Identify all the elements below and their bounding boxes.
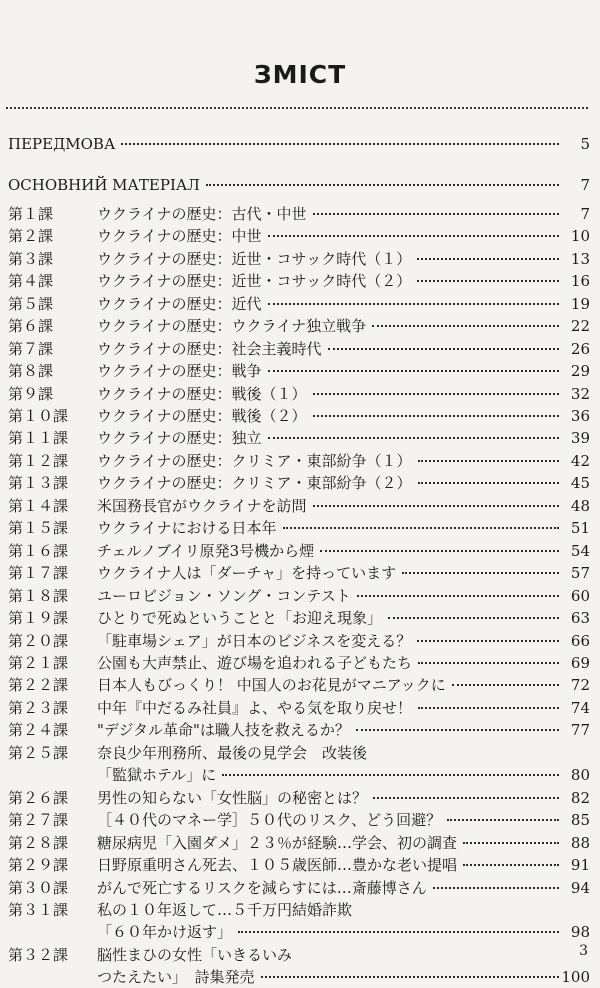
- toc-entry: [0, 383, 600, 405]
- toc-entry: [0, 921, 600, 943]
- toc-entry: [0, 427, 600, 449]
- lesson-number: 第２課: [8, 227, 54, 245]
- dot-leader: [418, 482, 559, 484]
- toc-entry: [0, 517, 600, 539]
- toc-entry: [0, 674, 600, 696]
- page-ref: 82: [570, 789, 590, 807]
- lesson-title: ウクライナの歴史：戦後（１）: [97, 385, 307, 403]
- toc-entry: [0, 809, 600, 831]
- page-ref: 77: [570, 721, 590, 739]
- lesson-number: 第２３課: [8, 699, 69, 717]
- toc-entry: [0, 607, 600, 629]
- toc-entry: [0, 742, 600, 764]
- lesson-title: チェルノブイリ原発3号機から煙: [97, 542, 315, 560]
- dot-leader: [356, 729, 559, 731]
- toc-entry: [0, 787, 600, 809]
- lesson-title: ウクライナの歴史：中世: [97, 227, 262, 245]
- dot-leader: [283, 527, 559, 529]
- lesson-number: 第９課: [8, 385, 54, 403]
- lesson-number: 第２０課: [8, 632, 69, 650]
- lesson-number: 第３０課: [8, 879, 69, 897]
- toc-entry: [0, 585, 600, 607]
- lesson-title: 糖尿病児「入園ダメ」２３％が経験…学会、初の調査: [97, 834, 458, 852]
- lesson-title: 中年『中だるみ社員』よ、やる気を取り戻せ！: [97, 699, 413, 717]
- dot-leader: [418, 662, 559, 664]
- dot-leader: [417, 258, 559, 260]
- dot-leader: [373, 797, 559, 799]
- lesson-title: ウクライナの歴史：クリミア・東部紛争（１）: [97, 452, 412, 470]
- lesson-title: 私の１０年返して…５千万円結婚詐欺: [97, 901, 353, 919]
- lesson-title: ウクライナの歴史：近世・コサック時代（２）: [97, 272, 412, 290]
- lesson-number: 第２２課: [8, 676, 69, 694]
- page-ref: 51: [570, 519, 590, 537]
- lesson-number: 第２７課: [8, 811, 69, 829]
- dot-leader: [238, 931, 559, 933]
- page-ref: 94: [570, 879, 590, 897]
- page-ref: 48: [570, 497, 590, 515]
- lesson-title: 日本人もびっくり！ 中国人のお花見がマニアックに: [97, 676, 446, 694]
- lesson-title: つたえたい」 詩集発売: [97, 968, 255, 986]
- lesson-number: 第８課: [8, 362, 54, 380]
- toc-entry: [0, 540, 600, 562]
- section-heading: ОСНОВНИЙ МАТЕРІАЛ: [8, 176, 200, 194]
- page-ref: 45: [570, 474, 590, 492]
- lesson-number: 第１５課: [8, 519, 69, 537]
- lesson-number: 第１４課: [8, 497, 69, 515]
- toc-entry: [0, 338, 600, 360]
- toc-entry: [0, 203, 600, 225]
- lesson-number: 第２９課: [8, 856, 69, 874]
- dot-leader: [320, 550, 559, 552]
- lesson-title: 奈良少年刑務所、最後の見学会 改装後: [97, 744, 368, 762]
- lesson-number: 第２１課: [8, 654, 69, 672]
- lesson-number: 第１１課: [8, 429, 69, 447]
- dot-leader: [447, 819, 559, 821]
- lesson-title: ウクライナの歴史：ウクライナ独立戦争: [97, 317, 367, 335]
- lesson-title: ウクライナの歴史：独立: [97, 429, 262, 447]
- lesson-title: ウクライナの歴史：古代・中世: [97, 205, 307, 223]
- page-ref: 39: [570, 429, 590, 447]
- dot-leader: [261, 976, 559, 978]
- dot-leader: [268, 303, 559, 305]
- lesson-number: 第２６課: [8, 789, 69, 807]
- toc-entry: [0, 225, 600, 247]
- page-ref: 26: [570, 340, 590, 358]
- dot-leader: [328, 348, 559, 350]
- lesson-number: 第３課: [8, 250, 54, 268]
- page-ref: 69: [570, 654, 590, 672]
- lesson-number: 第２８課: [8, 834, 69, 852]
- lesson-title: 脳性まひの女性「いきるいみ: [97, 946, 293, 964]
- toc-entry: [0, 899, 600, 921]
- page-ref: 5: [580, 135, 590, 153]
- lesson-number: 第２４課: [8, 721, 69, 739]
- lesson-title: ウクライナにおける日本年: [97, 519, 277, 537]
- lesson-title: ウクライナの歴史：社会主義時代: [97, 340, 322, 358]
- toc-entry: [0, 270, 600, 292]
- page-ref: 98: [570, 923, 590, 941]
- toc-entry: [0, 832, 600, 854]
- dot-leader: [121, 143, 559, 145]
- lesson-number: 第６課: [8, 317, 54, 335]
- toc-entry: [0, 562, 600, 584]
- lesson-title: ウクライナの歴史：クリミア・東部紛争（２）: [97, 474, 412, 492]
- dot-leader: [418, 707, 559, 709]
- page-ref: 16: [570, 272, 590, 290]
- title-divider: [6, 107, 588, 109]
- page-number: 3: [579, 943, 588, 959]
- dot-leader: [313, 505, 559, 507]
- page-ref: 63: [570, 609, 590, 627]
- page-ref: 42: [570, 452, 590, 470]
- page-ref: 100: [561, 968, 590, 986]
- dot-leader: [357, 595, 559, 597]
- page-ref: 32: [570, 385, 590, 403]
- toc-entry: [0, 174, 600, 196]
- dot-leader: [206, 184, 559, 186]
- dot-leader: [313, 213, 559, 215]
- page-ref: 54: [570, 542, 590, 560]
- toc-entry: [0, 764, 600, 786]
- lesson-title: がんで死亡するリスクを減らすには…斎藤博さん: [97, 879, 427, 897]
- lesson-title: 米国務長官がウクライナを訪問: [97, 497, 307, 515]
- toc-entry: [0, 248, 600, 270]
- lesson-number: 第１課: [8, 205, 54, 223]
- dot-leader: [418, 460, 559, 462]
- lesson-title: 日野原重明さん死去、１０５歳医師…豊かな老い提唱: [97, 856, 458, 874]
- dot-leader: [452, 684, 559, 686]
- page-ref: 13: [570, 250, 590, 268]
- toc-entry: [0, 495, 600, 517]
- lesson-title: ウクライナの歴史：近世・コサック時代（１）: [97, 250, 412, 268]
- dot-leader: [268, 437, 559, 439]
- lesson-title: ウクライナの歴史：近代: [97, 295, 262, 313]
- page-ref: 29: [570, 362, 590, 380]
- dot-leader: [433, 887, 559, 889]
- lesson-number: 第１３課: [8, 474, 69, 492]
- lesson-title: ウクライナ人は「ダーチャ」を持っています: [97, 564, 397, 582]
- toc-entry: [0, 719, 600, 741]
- lesson-number: 第５課: [8, 295, 54, 313]
- page-ref: 7: [580, 176, 590, 194]
- lesson-title: "デジタル革命"は職人技を救えるか？: [97, 721, 350, 739]
- toc-entry: [0, 405, 600, 427]
- dot-leader: [463, 864, 559, 866]
- toc-entry: [0, 854, 600, 876]
- lesson-title: ウクライナの歴史：戦争: [97, 362, 262, 380]
- lesson-number: 第１８課: [8, 587, 69, 605]
- page-ref: 7: [580, 205, 590, 223]
- toc-entry: [0, 472, 600, 494]
- lesson-title: ウクライナの歴史：戦後（２）: [97, 407, 307, 425]
- page-ref: 60: [570, 587, 590, 605]
- lesson-number: 第３２課: [8, 946, 69, 964]
- page-ref: 22: [570, 317, 590, 335]
- lesson-title: 「駐車場シェア」が日本のビジネスを変える？: [97, 632, 412, 650]
- lesson-title: 男性の知らない「女性脳」の秘密とは？: [97, 789, 368, 807]
- dot-leader: [417, 640, 559, 642]
- toc-entry: [0, 652, 600, 674]
- toc-entry: [0, 315, 600, 337]
- page-ref: 72: [570, 676, 590, 694]
- dot-leader: [268, 235, 559, 237]
- page-ref: 85: [570, 811, 590, 829]
- page-ref: 10: [570, 227, 590, 245]
- dot-leader: [463, 842, 559, 844]
- dot-leader: [402, 572, 559, 574]
- toc-entry: [0, 360, 600, 382]
- toc-entry: [0, 944, 600, 966]
- toc-entry: [0, 450, 600, 472]
- lesson-title: ［４０代のマネー学］５０代のリスク、どう回避？: [97, 811, 442, 829]
- lesson-number: 第４課: [8, 272, 54, 290]
- lesson-number: 第７課: [8, 340, 54, 358]
- lesson-number: 第１６課: [8, 542, 69, 560]
- page-ref: 66: [570, 632, 590, 650]
- lesson-number: 第１０課: [8, 407, 69, 425]
- dot-leader: [372, 325, 559, 327]
- toc-entry: [0, 697, 600, 719]
- toc-entry: [0, 877, 600, 899]
- page-ref: 74: [570, 699, 590, 717]
- toc-entry: [0, 293, 600, 315]
- dot-leader: [388, 617, 559, 619]
- toc-entry: [0, 133, 600, 155]
- dot-leader: [417, 280, 559, 282]
- dot-leader: [268, 370, 559, 372]
- page-ref: 36: [570, 407, 590, 425]
- lesson-title: 「６０年かけ返す」: [97, 923, 233, 941]
- lesson-title: 「監獄ホテル」に: [97, 766, 217, 784]
- page-ref: 88: [570, 834, 590, 852]
- toc-entry: [0, 630, 600, 652]
- dot-leader: [313, 393, 559, 395]
- page-title: ЗМІСТ: [253, 60, 347, 89]
- page-ref: 19: [570, 295, 590, 313]
- page-ref: 57: [570, 564, 590, 582]
- lesson-title: ひとりで死ぬということと「お迎え現象」: [97, 609, 383, 627]
- lesson-title: ユーロビジョン・ソング・コンテスト: [97, 587, 351, 605]
- lesson-title: 公園も大声禁止、遊び場を追われる子どもたち: [97, 654, 413, 672]
- lesson-number: 第２５課: [8, 744, 69, 762]
- page-ref: 80: [570, 766, 590, 784]
- toc-entry: [0, 966, 600, 988]
- section-heading: ПЕРЕДМОВА: [8, 135, 116, 153]
- lesson-number: 第１２課: [8, 452, 69, 470]
- lesson-number: 第１７課: [8, 564, 69, 582]
- dot-leader: [313, 415, 559, 417]
- lesson-number: 第１９課: [8, 609, 69, 627]
- lesson-number: 第３１課: [8, 901, 69, 919]
- page-ref: 91: [570, 856, 590, 874]
- dot-leader: [222, 774, 559, 776]
